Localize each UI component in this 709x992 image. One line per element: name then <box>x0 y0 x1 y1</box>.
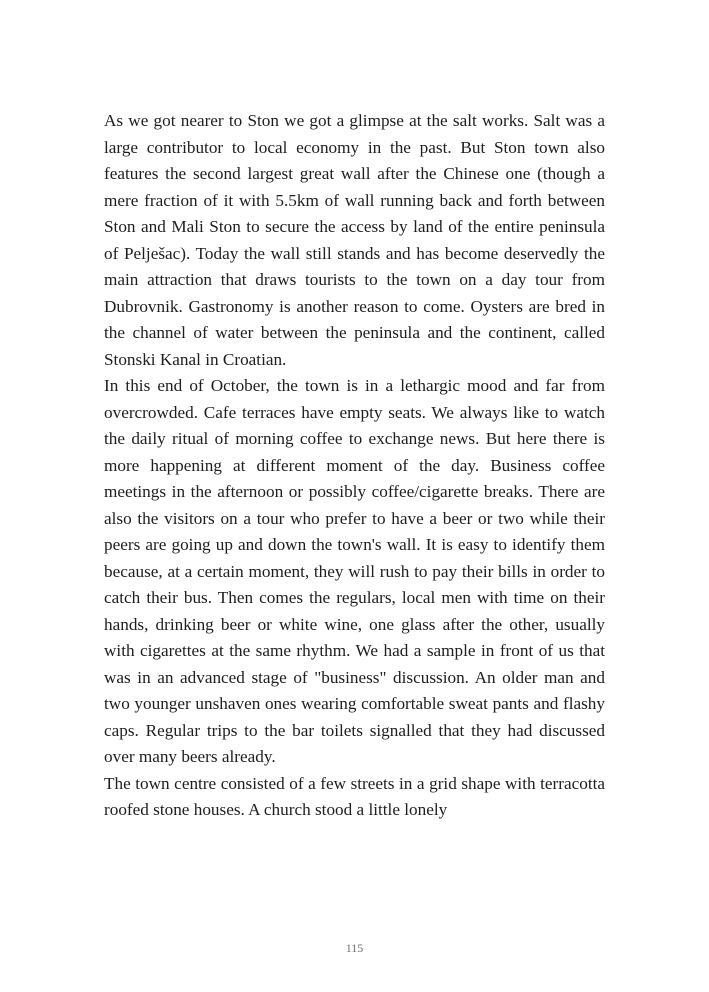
body-text <box>104 108 605 824</box>
paragraph-salt-works: As we got nearer to Ston we got a glimpse at the salt works. Salt was a large contributor to local economy in the past. But Ston town also features the second largest great wall after the Chinese one (though a mere fraction of it with 5.5km of wall running back and forth between Ston and Mali Ston to secure the access by land of the entire peninsula of Pelješac). Today the wall still stands and has become deservedly the main attraction that draws tourists to the town on a day tour from Dubrovnik. Gastronomy is another reason to come. Oysters are bred in the channel of water between the peninsula and the continent, called Stonski Kanal in Croatian. <box>104 111 605 369</box>
page-number: 115 <box>345 941 364 955</box>
paragraph-cafe-terraces: In this end of October, the town is in a lethargic mood and far from overcrowded. Cafe terraces have empty seats. We always like to watch the daily ritual of morning coffee to exchange news. But here there is more happening at different moment of the day. Business coffee meetings in the afternoon or possibly coffee/cigarette breaks. There are also the visitors on a tour who prefer to have a beer or two while their peers are going up and down the town's wall. It is easy to identify them because, at a certain moment, they will rush to pay their bills in order to catch their bus. Then comes the regulars, local men with time on their hands, drinking beer or white wine, one glass after the other, usually with cigarettes at the same rhythm. We had a sample in front of us that was in an advanced stage of "business" discussion. An older man and two younger unshaven ones wearing comfortable sweat pants and flashy caps. Regular trips to the bar toilets signalled that they had discussed over many beers already. <box>104 376 605 766</box>
paragraph-town-centre: The town centre consisted of a few streets in a grid shape with terracotta roofed stone houses. A church stood a little lonely <box>104 773 605 819</box>
